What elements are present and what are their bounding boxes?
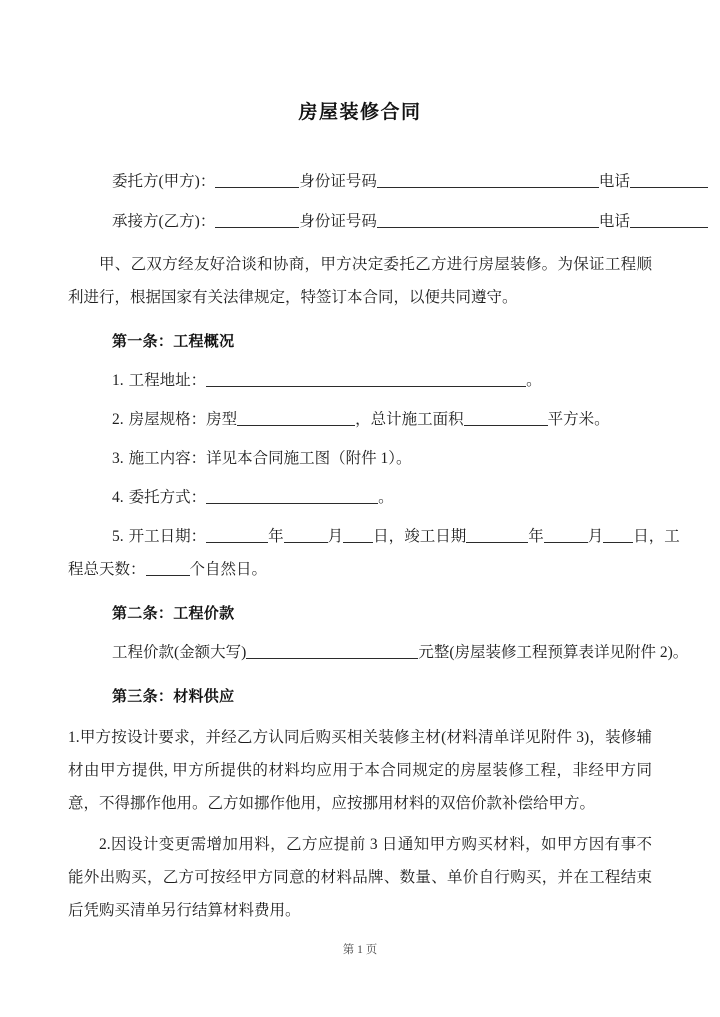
party-id-blank-jiafang[interactable] bbox=[377, 172, 599, 189]
unit-month-2: 月 bbox=[587, 528, 604, 545]
item-number: 1. bbox=[112, 372, 124, 389]
item-prefix: 开工日期： bbox=[128, 528, 207, 545]
total-days-suffix: 个自然日。 bbox=[189, 561, 268, 578]
item-number: 4. bbox=[112, 489, 124, 506]
end-day-blank[interactable] bbox=[603, 527, 633, 544]
section-heading-3: 第三条：材料供应 bbox=[112, 688, 235, 705]
item-prefix: 房屋规格：房型 bbox=[128, 411, 238, 428]
party-label-jiafang: 委托方(甲方)： bbox=[112, 173, 216, 190]
section-heading-2: 第二条：工程价款 bbox=[112, 605, 235, 622]
section1-item-2 bbox=[68, 403, 652, 436]
unit-month: 月 bbox=[327, 528, 344, 545]
party-line-yifang bbox=[68, 205, 652, 239]
section1-item-5-line2 bbox=[68, 553, 652, 586]
item-suffix: 平方米。 bbox=[547, 411, 610, 428]
project-address-blank[interactable] bbox=[206, 371, 526, 388]
party-phone-blank-yifang[interactable] bbox=[630, 212, 708, 229]
section1-item-5-line1 bbox=[68, 520, 680, 553]
section1-item-4 bbox=[68, 481, 652, 514]
house-type-blank[interactable] bbox=[237, 410, 355, 427]
start-year-blank[interactable] bbox=[206, 527, 268, 544]
party-line-jiafang bbox=[68, 165, 652, 199]
party-id-blank-yifang[interactable] bbox=[377, 212, 599, 229]
party-label-yifang: 承接方(乙方)： bbox=[112, 213, 216, 230]
unit-day-2: 日，工 bbox=[633, 528, 680, 545]
commission-method-blank[interactable] bbox=[206, 488, 378, 505]
unit-day: 日， bbox=[373, 528, 405, 545]
start-day-blank[interactable] bbox=[343, 527, 373, 544]
price-amount-blank[interactable] bbox=[246, 643, 418, 660]
party-phone-label-jiafang: 电话 bbox=[598, 173, 630, 190]
item-suffix: 。 bbox=[526, 372, 542, 389]
page-footer: 第 1 页 bbox=[342, 944, 378, 956]
party-id-label-yifang: 身份证号码 bbox=[299, 213, 377, 230]
total-area-blank[interactable] bbox=[464, 410, 548, 427]
price-prefix: 工程价款(金额大写) bbox=[112, 644, 247, 661]
preamble-paragraph: 甲、乙双方经友好洽谈和协商，甲方决定委托乙方进行房屋装修。为保证工程顺利进行，根据国家有关法律规定，特签订本合同，以便共同遵守。 bbox=[68, 256, 652, 306]
parties-block bbox=[68, 165, 689, 927]
section3-paragraph-2: 2.因设计变更需增加用料，乙方应提前 3 日通知甲方购买材料，如甲方因有事不能外出购买，乙方可按经甲方同意的材料品牌、数量、单价自行购买，并在工程结束后凭购买清单另行结算材料费用。 bbox=[68, 836, 652, 919]
unit-year: 年 bbox=[268, 528, 284, 545]
page-title: 房屋装修合同 bbox=[298, 102, 422, 123]
item-prefix: 工程地址： bbox=[128, 372, 207, 389]
section1-item-3 bbox=[68, 442, 652, 475]
party-name-blank-yifang[interactable] bbox=[215, 212, 299, 229]
section1-item-1 bbox=[68, 364, 652, 397]
party-phone-label-yifang: 电话 bbox=[598, 213, 630, 230]
end-year-blank[interactable] bbox=[466, 527, 528, 544]
start-month-blank[interactable] bbox=[284, 527, 328, 544]
section3-paragraph-1: 1.甲方按设计要求，并经乙方认同后购买相关装修主材(材料清单详见附件 3)，装修辅材由甲方提供, 甲方所提供的材料均应用于本合同规定的房屋装修工程，非经甲方同意，不得挪作他用。乙方如挪作他用，应按挪用材料的双倍价款补偿给甲方。 bbox=[68, 729, 652, 812]
item-mid: 竣工日期 bbox=[404, 528, 467, 545]
item-prefix: 委托方式： bbox=[128, 489, 207, 506]
item-number: 2. bbox=[112, 411, 124, 428]
end-month-blank[interactable] bbox=[544, 527, 588, 544]
total-days-prefix: 程总天数： bbox=[68, 561, 146, 578]
item-mid: ，总计施工面积 bbox=[355, 411, 464, 428]
total-days-blank[interactable] bbox=[146, 560, 190, 577]
section-heading-1: 第一条：工程概况 bbox=[112, 333, 235, 350]
party-name-blank-jiafang[interactable] bbox=[215, 172, 299, 189]
party-id-label-jiafang: 身份证号码 bbox=[299, 173, 377, 190]
unit-year-2: 年 bbox=[528, 528, 544, 545]
item-number: 5. bbox=[112, 528, 124, 545]
price-suffix: 元整(房屋装修工程预算表详见附件 2)。 bbox=[418, 644, 689, 661]
item-number: 3. bbox=[112, 450, 124, 467]
party-phone-blank-jiafang[interactable] bbox=[630, 172, 708, 189]
section2-price-line bbox=[68, 636, 689, 669]
item-text: 施工内容：详见本合同施工图（附件 1）。 bbox=[128, 450, 412, 467]
item-suffix: 。 bbox=[378, 489, 394, 506]
